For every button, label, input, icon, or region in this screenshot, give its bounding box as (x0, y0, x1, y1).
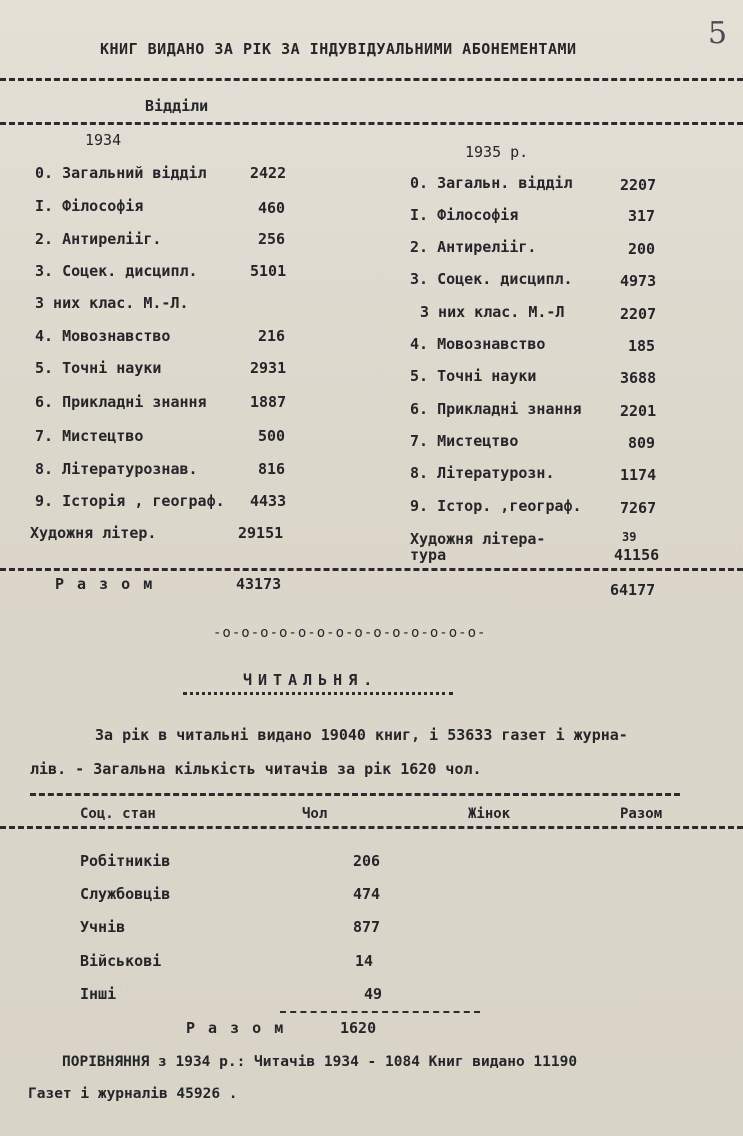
right-row-value: 4973 (620, 272, 657, 290)
left-row-value: 4433 (250, 492, 287, 510)
col-header-women: Жінок (468, 806, 511, 822)
left-row-name: 0. Загальний відділ (35, 164, 207, 182)
right-fiction-label-line1: Художня літера- (410, 530, 546, 548)
table-rule-bottom (0, 826, 743, 829)
left-row-name: 8. Літературознав. (35, 460, 198, 478)
left-row-value: 216 (258, 327, 286, 345)
social-row-value: 474 (353, 885, 381, 903)
left-row-value: 29151 (238, 524, 284, 542)
social-row-name: Інші (80, 985, 117, 1003)
social-row-name: Службовців (80, 885, 171, 903)
col-header-total: Разом (620, 806, 663, 822)
total-right: 64177 (610, 581, 656, 599)
section-separator: -о-о-о-о-о-о-о-о-о-о-о-о-о-о- (213, 625, 487, 641)
right-fiction-value: 41156 (614, 546, 660, 564)
paragraph-line-1: За рік в читальні видано 19040 книг, і 53633 газет і журна- (95, 726, 628, 744)
right-row-name: 6. Прикладні знання (410, 400, 582, 418)
social-row-name: Робітників (80, 852, 171, 870)
right-row-value: 3688 (620, 369, 657, 387)
total-left: 43173 (236, 575, 282, 593)
left-row-name: 3. Соцек. дисципл. (35, 262, 198, 280)
total-rule (0, 568, 743, 571)
left-row-value: 500 (258, 427, 286, 445)
page-number: 5 (708, 16, 728, 51)
right-row-name: 2. Антирелііг. (410, 238, 537, 256)
col-header-social-status: Соц. стан (80, 806, 156, 822)
right-row-name: 0. Загальн. відділ (410, 174, 573, 192)
left-row-name: Художня літер. (30, 524, 157, 542)
right-row-value: 2207 (620, 176, 657, 194)
right-row-name: 5. Точні науки (410, 367, 537, 385)
right-row-value: 2207 (620, 305, 657, 323)
right-row-value: 185 (628, 337, 656, 355)
reading-title-underline (183, 692, 453, 695)
left-row-name: І. Філософія (35, 197, 144, 215)
right-row-name: І. Філософія (410, 206, 519, 224)
right-fiction-value-top: 39 (622, 530, 637, 544)
right-row-name: 3 них клас. М.-Л (420, 303, 565, 321)
left-row-value: 816 (258, 460, 286, 478)
left-row-name: 7. Мистецтво (35, 427, 144, 445)
right-row-name: 3. Соцек. дисципл. (410, 270, 573, 288)
table-rule-top (30, 793, 680, 796)
right-row-value: 317 (628, 207, 656, 225)
right-row-value: 2201 (620, 402, 657, 420)
right-row-name: 7. Мистецтво (410, 432, 519, 450)
year-right: 1935 р. (465, 143, 529, 161)
left-row-value: 1887 (250, 393, 287, 411)
total-label: Р а з о м (55, 575, 155, 593)
comparison-line-2: Газет і журналів 45926 . (28, 1086, 238, 1102)
social-row-name: Військові (80, 952, 162, 970)
social-row-value: 206 (353, 852, 381, 870)
left-row-name: 5. Точні науки (35, 359, 162, 377)
right-row-name: 4. Мовознавство (410, 335, 546, 353)
left-row-name: 4. Мовознавство (35, 327, 171, 345)
right-row-name: 8. Літературозн. (410, 464, 555, 482)
left-row-value: 2422 (250, 164, 287, 182)
right-row-value: 7267 (620, 499, 657, 517)
header-rule-bottom (0, 122, 743, 125)
left-row-value: 256 (258, 230, 286, 248)
left-row-name: 3 них клас. М.-Л. (35, 294, 189, 312)
comparison-line-1: ПОРІВНЯННЯ з 1934 р.: Читачів 1934 - 1084 Книг видано 11190 (62, 1054, 578, 1070)
header-rule-top (0, 78, 743, 81)
page-title: КНИГ ВИДАНО ЗА РІК ЗА ІНДУВІДУАЛЬНИМИ АБОНЕМЕНТАМИ (100, 40, 577, 58)
right-row-value: 1174 (620, 466, 657, 484)
reading-total-rule (280, 1011, 480, 1013)
reading-total-label: Р а з о м (186, 1019, 286, 1037)
left-row-name: 6. Прикладні знання (35, 393, 207, 411)
social-row-value: 14 (355, 952, 374, 970)
left-row-name: 2. Антирелііг. (35, 230, 162, 248)
paragraph-line-2: лів. - Загальна кількість читачів за рік 1620 чол. (30, 760, 482, 778)
reading-total-value: 1620 (340, 1019, 377, 1037)
col-header-men: Чол (302, 806, 328, 822)
right-fiction-label-line2: тура (410, 546, 447, 564)
social-row-value: 877 (353, 918, 381, 936)
right-row-value: 200 (628, 240, 656, 258)
departments-label: Відділи (145, 97, 209, 115)
right-row-name: 9. Істор. ,географ. (410, 497, 582, 515)
social-row-value: 49 (364, 985, 383, 1003)
left-row-value: 5101 (250, 262, 287, 280)
social-row-name: Учнів (80, 918, 126, 936)
left-row-value: 460 (258, 199, 286, 217)
right-row-value: 809 (628, 434, 656, 452)
year-left: 1934 (85, 131, 122, 149)
left-row-value: 2931 (250, 359, 287, 377)
left-row-name: 9. Історія , географ. (35, 492, 225, 510)
reading-room-title: ЧИТАЛЬНЯ. (243, 671, 379, 689)
